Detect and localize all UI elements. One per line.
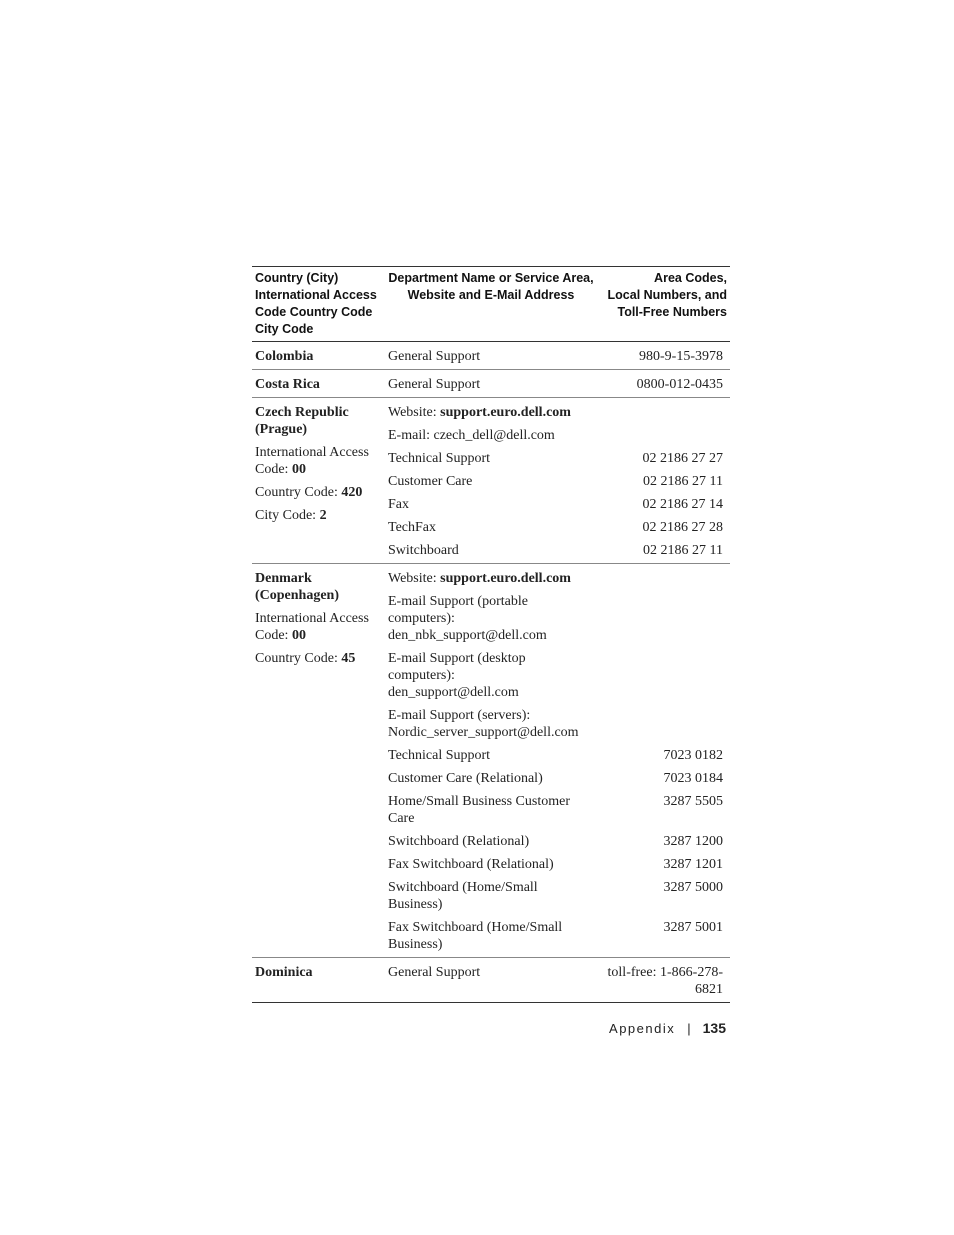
email-servers: E-mail Support (servers): Nordic_server_support@dell.com xyxy=(388,708,579,740)
country-cell xyxy=(252,342,388,369)
table-row xyxy=(388,833,723,850)
cc-label: Country Code: xyxy=(255,651,342,666)
contact-rows xyxy=(388,398,730,563)
department: Switchboard (Home/Small Business) xyxy=(388,880,538,912)
department: Customer Care (Relational) xyxy=(388,771,543,786)
table-row xyxy=(388,542,723,559)
city-value: 2 xyxy=(319,508,327,523)
phone-number: 02 2186 27 11 xyxy=(643,543,723,558)
department: General Support xyxy=(388,965,481,980)
department: Customer Care xyxy=(388,474,473,489)
section-name: Appendix xyxy=(609,1020,676,1036)
website xyxy=(388,570,588,587)
phone-number: 0800-012-0435 xyxy=(636,377,723,392)
table-row xyxy=(388,964,723,998)
department: Switchboard (Relational) xyxy=(388,834,530,849)
header-numbers: Area Codes, Local Numbers, and Toll-Free Numbers xyxy=(607,271,727,319)
contact-rows xyxy=(388,342,730,369)
country-name: Colombia xyxy=(255,349,314,364)
table-row xyxy=(388,856,723,873)
table-row xyxy=(388,450,723,467)
table-row xyxy=(388,496,723,513)
country-cell xyxy=(252,370,388,397)
country-group-colombia xyxy=(252,342,730,370)
table-row xyxy=(388,376,723,393)
country-group-czech-republic xyxy=(252,398,730,564)
table-row xyxy=(388,348,723,365)
table-row xyxy=(388,707,723,741)
phone-number: toll-free: 1-866-278-6821 xyxy=(607,965,723,997)
phone-number: 3287 5505 xyxy=(663,794,723,809)
phone-number: 3287 1200 xyxy=(663,834,723,849)
table-row xyxy=(388,793,723,827)
department: Fax Switchboard (Home/Small Business) xyxy=(388,920,563,952)
phone-number: 3287 5000 xyxy=(663,880,723,895)
country-cell xyxy=(252,564,388,957)
department: Fax xyxy=(388,497,409,512)
country-name: Costa Rica xyxy=(255,377,320,392)
table-row xyxy=(388,404,723,421)
country-code xyxy=(255,650,388,667)
phone-number: 02 2186 27 14 xyxy=(642,497,723,512)
email-portable: E-mail Support (portable computers): den_nbk_support@dell.com xyxy=(388,594,547,643)
phone-number: 7023 0182 xyxy=(663,748,723,763)
department: General Support xyxy=(388,377,481,392)
iac-label: International Access Code: xyxy=(255,611,369,643)
international-access-code xyxy=(255,444,388,478)
table-row xyxy=(388,747,723,764)
country-cell xyxy=(252,398,388,563)
country-name: Denmark (Copenhagen) xyxy=(255,571,340,603)
email-desktop: E-mail Support (desktop computers): den_support@dell.com xyxy=(388,651,526,700)
contact-table xyxy=(252,266,730,1003)
footer-separator: | xyxy=(687,1020,691,1036)
department: Fax Switchboard (Relational) xyxy=(388,857,554,872)
phone-number: 980-9-15-3978 xyxy=(639,349,723,364)
phone-number: 02 2186 27 27 xyxy=(642,451,723,466)
table-row xyxy=(388,473,723,490)
phone-number: 02 2186 27 28 xyxy=(642,520,723,535)
country-code xyxy=(255,484,388,501)
table-row xyxy=(388,879,723,913)
table-row xyxy=(388,919,723,953)
page-number: 135 xyxy=(702,1020,726,1036)
phone-number: 3287 5001 xyxy=(663,920,723,935)
website-link[interactable]: support.euro.dell.com xyxy=(440,571,571,586)
table-row xyxy=(388,770,723,787)
table-row xyxy=(388,650,723,701)
country-group-denmark xyxy=(252,564,730,958)
department: Technical Support xyxy=(388,451,491,466)
header-country: Country (City) International Access Code Country Code City Code xyxy=(255,271,377,336)
department: Home/Small Business Customer Care xyxy=(388,794,570,826)
city-code xyxy=(255,507,388,524)
table-row xyxy=(388,570,723,587)
table-row xyxy=(388,427,723,444)
table-row xyxy=(388,593,723,644)
city-label: City Code: xyxy=(255,508,320,523)
country-name: Dominica xyxy=(255,965,313,980)
phone-number: 7023 0184 xyxy=(663,771,723,786)
country-name: Czech Republic (Prague) xyxy=(255,405,349,437)
table-row xyxy=(388,519,723,536)
iac-label: International Access Code: xyxy=(255,445,369,477)
website-label: Website: xyxy=(388,405,441,420)
page-footer xyxy=(606,1020,726,1036)
iac-value: 00 xyxy=(291,628,306,643)
country-group-costa-rica xyxy=(252,370,730,398)
phone-number: 3287 1201 xyxy=(663,857,723,872)
department: TechFax xyxy=(388,520,437,535)
cc-label: Country Code: xyxy=(255,485,342,500)
website xyxy=(388,404,588,421)
cc-value: 420 xyxy=(341,485,363,500)
contact-rows xyxy=(388,958,730,1002)
iac-value: 00 xyxy=(291,462,306,477)
email: E-mail: czech_dell@dell.com xyxy=(388,428,555,443)
department: Switchboard xyxy=(388,543,459,558)
cc-value: 45 xyxy=(341,651,356,666)
phone-number: 02 2186 27 11 xyxy=(643,474,723,489)
country-group-dominica xyxy=(252,958,730,1003)
international-access-code xyxy=(255,610,388,644)
website-label: Website: xyxy=(388,571,441,586)
contact-rows xyxy=(388,370,730,397)
department: General Support xyxy=(388,349,481,364)
department: Technical Support xyxy=(388,748,491,763)
table-header xyxy=(252,267,730,342)
contact-rows xyxy=(388,564,730,957)
website-link[interactable]: support.euro.dell.com xyxy=(440,405,571,420)
header-department: Department Name or Service Area, Website and E-Mail Address xyxy=(388,271,594,302)
country-cell xyxy=(252,958,388,1002)
